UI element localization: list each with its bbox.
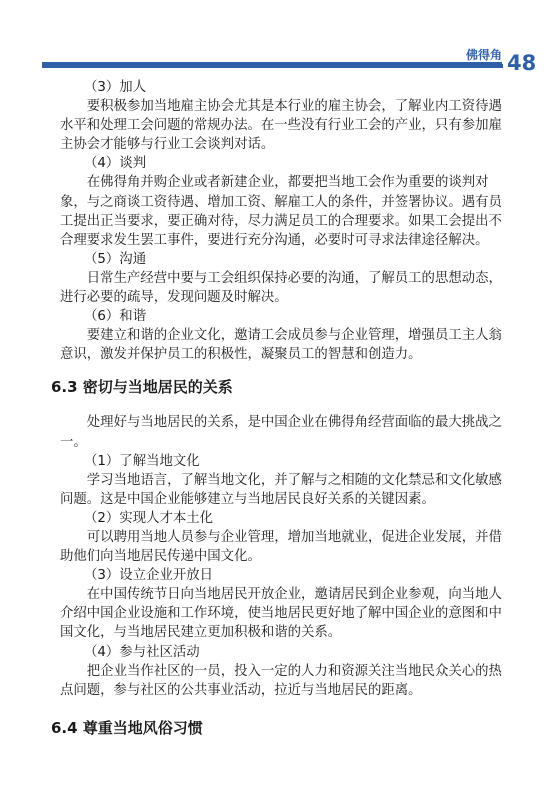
subheading-localization: （2）实现人才本土化 [84,510,214,526]
paragraph: 可以聘用当地人员参与企业管理，增加当地就业，促进企业发展，并借助他们向当地居民传递中国文化。 [60,529,502,565]
paragraph: 处理好与当地居民的关系，是中国企业在佛得角经营面临的最大挑战之一。 [60,415,502,450]
paragraph: 把企业当作社区的一员，投入一定的人力和资源关注当地民众关心的热点问题，参与社区的公共事业活动，拉近与当地居民的距离。 [60,663,502,698]
header-rule-thick [42,64,503,68]
subheading-negotiate: （4）谈判 [84,156,147,172]
subheading-local-culture: （1）了解当地文化 [84,453,200,469]
paragraph: 要积极参加当地雇主协会尤其是本行业的雇主协会，了解业内工资待遇水平和处理工会问题的常规办法。在一些没有行业工会的产业，只有参加雇主协会才能够与行业工会谈判对话。 [60,99,502,153]
page-number: 48 [507,51,537,75]
running-title: 佛得角 [465,48,502,62]
paragraph: 日常生产经营中要与工会组织保持必要的沟通，了解员工的思想动态，进行必要的疏导，发现问题及时解决。 [60,270,502,306]
section-heading-6-4: 6.4 尊重当地风俗习惯 [51,718,203,737]
subheading-community: （4）参与社区活动 [84,644,200,660]
subheading-open-day: （3）设立企业开放日 [84,568,214,584]
page-body [51,78,508,739]
subheading-harmony: （6）和谐 [84,309,147,325]
paragraph: 在中国传统节日向当地居民开放企业，邀请居民到企业参观，向当地人介绍中国企业设施和工作环境，使当地居民更好地了解中国企业的意图和中国文化，与当地居民建立更加积极和谐的关系。 [60,587,502,641]
subheading-communicate: （5）沟通 [84,251,147,267]
paragraph: 在佛得角并购企业或者新建企业，都要把当地工会作为重要的谈判对象，与之商谈工资待遇、增加工资、解雇工人的条件，并签署协议。遇有员工提出正当要求，要正确对待，尽力满足员工的合理要求。如果工会提出不合理要求发生罢工事件，要进行充分沟通，必要时可寻求法律途径解决。 [60,175,502,248]
paragraph: 要建立和谐的企业文化，邀请工会成员参与企业管理，增强员工主人翁意识，激发并保护员工的积极性，凝聚员工的智慧和创造力。 [60,328,502,363]
section-heading-6-3: 6.3 密切与当地居民的关系 [51,378,233,397]
subheading-join: （3）加人 [84,80,147,95]
paragraph: 学习当地语言，了解当地文化，并了解与之相随的文化禁忌和文化敏感问题。这是中国企业能够建立与当地居民良好关系的关键因素。 [60,472,502,507]
